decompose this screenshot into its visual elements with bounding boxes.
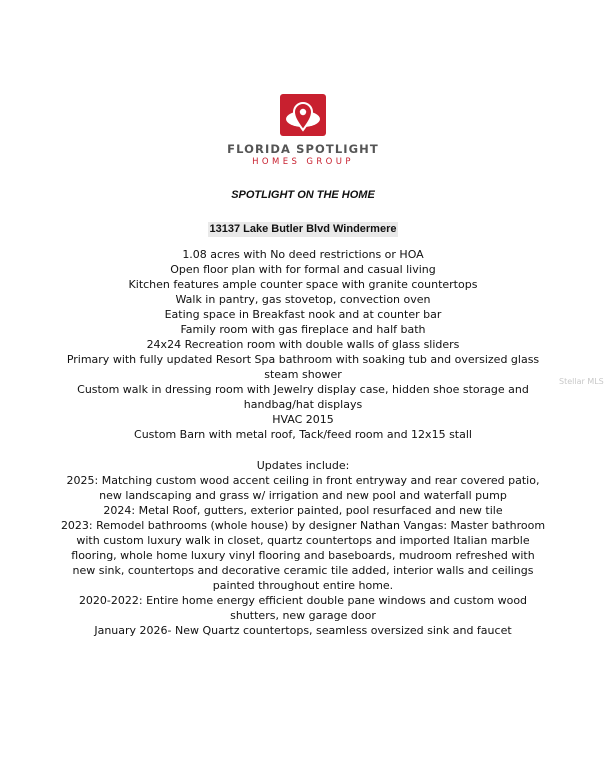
mls-watermark: Stellar MLS	[559, 377, 604, 386]
update-item: 2023: Remodel bathrooms (whole house) by designer Nathan Vangas: Master bathroom with custom luxury walk in closet, quartz countertops and imported Italian marble flooring, whole home luxury vinyl flooring and baseboards, mudroom refreshed with new sink, countertops and decorative ceramic tile added, interior walls and ceilings painted throughout entire home.	[60, 519, 546, 592]
feature-item: Primary with fully updated Resort Spa bathroom with soaking tub and oversized glass steam shower	[66, 353, 540, 381]
features-list	[60, 247, 546, 442]
feature-item: Open floor plan with for formal and casual living	[170, 263, 436, 276]
brand-name: FLORIDA SPOTLIGHT	[227, 142, 379, 156]
page-heading: SPOTLIGHT ON THE HOME	[231, 189, 375, 201]
address-row	[0, 217, 606, 237]
brand-subtitle: HOMES GROUP	[252, 157, 354, 167]
feature-item: Custom walk in dressing room with Jewelry display case, hidden shoe storage and handbag/hat displays	[77, 383, 529, 411]
feature-item: Family room with gas fireplace and half bath	[180, 323, 426, 336]
feature-item: Walk in pantry, gas stovetop, convection oven	[175, 293, 431, 306]
updates-title: Updates include:	[256, 459, 350, 472]
property-address: 13137 Lake Butler Blvd Windermere	[209, 223, 397, 235]
update-item: 2024: Metal Roof, gutters, exterior painted, pool resurfaced and new tile	[103, 504, 503, 517]
feature-item: Eating space in Breakfast nook and at counter bar	[164, 308, 442, 321]
location-pin-icon	[280, 94, 326, 136]
feature-item: 24x24 Recreation room with double walls of glass sliders	[146, 338, 460, 351]
feature-item: Custom Barn with metal roof, Tack/feed room and 12x15 stall	[134, 428, 472, 441]
feature-item: Kitchen features ample counter space with granite countertops	[128, 278, 478, 291]
update-item: 2025: Matching custom wood accent ceiling in front entryway and rear covered patio, new landscaping and grass w/ irrigation and new pool and waterfall pump	[66, 474, 540, 502]
updates-list	[60, 458, 546, 638]
feature-item: HVAC 2015	[272, 413, 334, 426]
feature-item: 1.08 acres with No deed restrictions or HOA	[182, 248, 424, 261]
brand-logo	[0, 94, 606, 167]
update-item: 2020-2022: Entire home energy efficient double pane windows and custom wood shutters, new garage door	[78, 594, 528, 622]
update-item: January 2026- New Quartz countertops, seamless oversized sink and faucet	[94, 624, 512, 637]
